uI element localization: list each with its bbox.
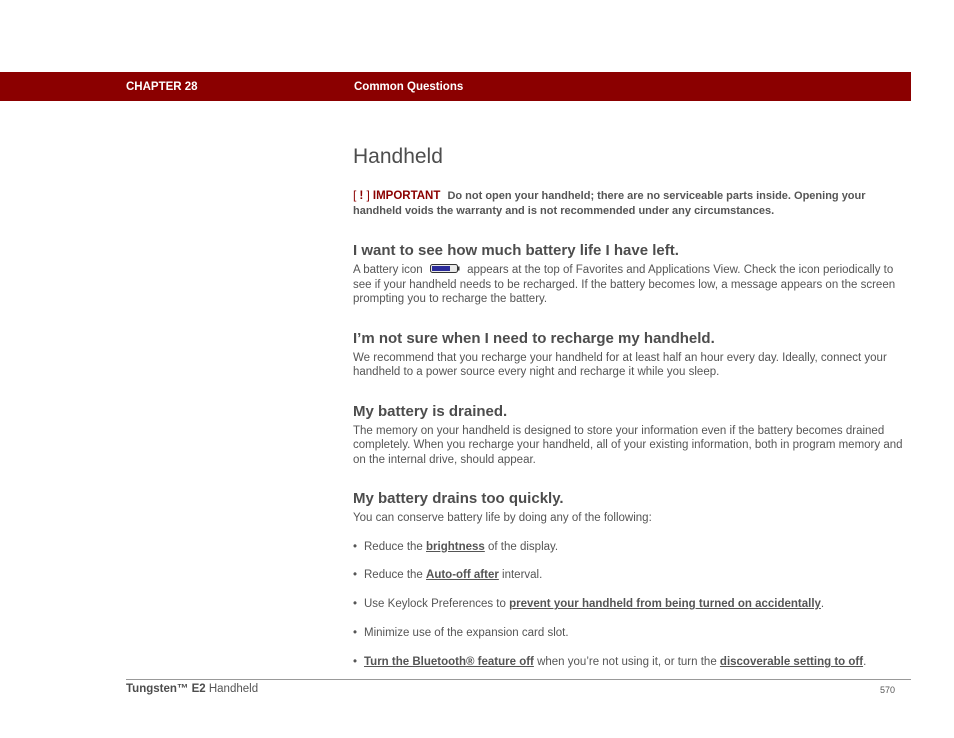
discoverable-off-link[interactable]: discoverable setting to off [719, 655, 864, 668]
section-recharge [353, 329, 911, 380]
battery-icon [430, 264, 460, 273]
section-drains-quickly [353, 489, 911, 669]
chapter-number: CHAPTER 28 [126, 81, 198, 93]
section-title: My battery drains too quickly. [353, 490, 564, 507]
important-notice [353, 188, 911, 219]
keylock-link[interactable]: prevent your handheld from being turned on accidentally [509, 598, 821, 611]
text-after-icon: appears at the top of Favorites and Applications View. Check the icon periodically to see if your handheld needs to be recharged. If the battery becomes low, a message appears on the screen prompting you to recharge the battery. [353, 264, 896, 305]
list-item: • Minimize use of the expansion card slot. [353, 626, 569, 639]
bullet: • [353, 626, 358, 639]
section-title: I want to see how much battery life I have left. [353, 242, 679, 259]
list-item: • Use Keylock Preferences to prevent your handheld from being turned on accidentally. [353, 598, 825, 611]
bullet: • [353, 569, 358, 582]
page-title: Handheld [353, 145, 443, 168]
section-drained [353, 402, 911, 468]
bullet: • [353, 655, 358, 668]
bullet: • [353, 540, 358, 553]
list-item: • Reduce the brightness of the display. [353, 540, 559, 553]
section-battery-life [353, 241, 911, 307]
bullet: • [353, 598, 358, 611]
section-text [353, 263, 911, 307]
chapter-title: Common Questions [354, 81, 464, 93]
important-text: Do not open your handheld; there are no serviceable parts inside. Opening your handheld voids the warranty and is not recommended under any circumstances. [353, 190, 866, 217]
product-suffix: Handheld [205, 683, 259, 695]
footer-divider [126, 679, 911, 680]
important-label: IMPORTANT [372, 190, 441, 202]
section-text: The memory on your handheld is designed to store your information even if the battery becomes drained completely. When you recharge your handheld, all of your existing information, both in program memory and on the internal drive, should appear. [353, 424, 903, 466]
text-before-icon: A battery icon [353, 264, 423, 276]
section-title: I’m not sure when I need to recharge my handheld. [353, 329, 715, 347]
brightness-link[interactable]: brightness [426, 540, 485, 553]
footer-product-name [126, 683, 258, 695]
list-item: • Reduce the Auto-off after interval. [353, 569, 543, 582]
page-number: 570 [880, 685, 896, 695]
main-content [353, 142, 911, 683]
section-text: We recommend that you recharge your handheld for at least half an hour every day. Ideally, connect your handheld to a power source every night and recharge it while you sleep. [353, 351, 887, 378]
important-bracket-open: [ [353, 188, 357, 202]
bluetooth-off-link[interactable]: Turn the Bluetooth® feature off [364, 655, 534, 668]
important-icon: ! [359, 188, 364, 202]
chapter-header-bar [0, 72, 911, 101]
section-title: My battery is drained. [353, 402, 508, 420]
section-text: You can conserve battery life by doing any of the following: [353, 512, 652, 524]
product-name: Tungsten™ E2 [126, 683, 206, 695]
tips-list [353, 540, 911, 670]
important-bracket-close: ] [366, 188, 370, 202]
auto-off-link[interactable]: Auto-off after [426, 569, 499, 582]
list-item: • Turn the Bluetooth® feature off when you’re not using it, or turn the discoverable setting to off. [353, 655, 867, 668]
